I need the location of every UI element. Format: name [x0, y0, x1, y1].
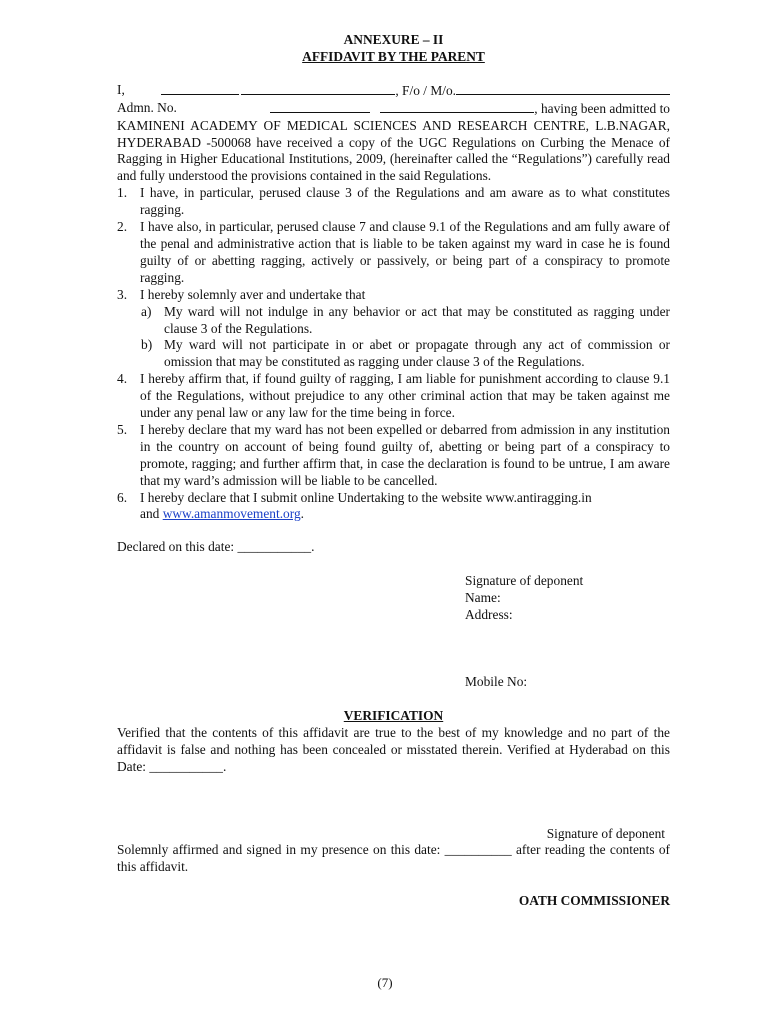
- clause-item: 6. I hereby declare that I submit online Undertaking to the website www.antiragging.in and www.amanmovement.org.: [117, 489, 592, 522]
- oath-commissioner: OATH COMMISSIONER: [518, 893, 670, 909]
- intro-text: KAMINENI ACADEMY OF MEDICAL SCIENCES AND RESEARCH CENTRE, L.B.NAGAR, HYDERABAD -500068 have received a copy of the UGC Regulations on Curbing the Menace of Ragging in Higher Educational Institutions, 2009, (hereinafter called the “Regulations”) carefully read and fully understood the provisions contained in the said Regulations.: [117, 117, 670, 184]
- undertaking-subclauses: [117, 304, 670, 372]
- name-blank: , F/o / M/o.: [161, 82, 670, 100]
- admn-blank: , having been admitted to: [270, 100, 670, 118]
- deponent-signature-block: [465, 573, 670, 624]
- amanmovement-link[interactable]: www.amanmovement.org: [162, 506, 301, 522]
- affidavit-page: [117, 32, 670, 910]
- affidavit-clauses: [117, 185, 670, 303]
- annexure-heading: ANNEXURE – II: [343, 32, 444, 47]
- verification-text: Verified that the contents of this affidavit are true to the best of my knowledge and no part of the affidavit is false and nothing has been concealed or misstated therein. Verified at Hyderabad on this Date: ___________.: [117, 724, 670, 774]
- clause-item: 1. I have, in particular, perused clause 3 of the Regulations and am aware as to what constitutes ragging.: [117, 185, 670, 218]
- mobile-label: Mobile No:: [465, 674, 528, 689]
- verification-title: VERIFICATION: [343, 707, 444, 723]
- intro-i: I,: [117, 81, 125, 97]
- declared-date: Declared on this date: ___________.: [117, 539, 315, 555]
- intro-admn: Admn. No.: [117, 99, 177, 115]
- name-label: Name:: [465, 590, 501, 606]
- signature-label: Signature of deponent: [465, 573, 584, 589]
- page-number: (7): [377, 975, 393, 990]
- clause-item: 4. I hereby affirm that, if found guilty of ragging, I am liable for punishment according to clause 9.1 of the Regulations, without prejudice to any other criminal action that may be taken against me under any penal law or any law for the time being in force.: [117, 371, 670, 421]
- intro-line-1: [117, 82, 670, 100]
- affidavit-title: AFFIDAVIT BY THE PARENT: [302, 48, 485, 64]
- clause-item: 2. I have also, in particular, perused clause 7 and clause 9.1 of the Regulations and am fully aware of the penal and administrative action that is liable to be taken against my ward in case he is found guilty of or abetting ragging, actively or passively, or being part of a conspiracy to promote ragging.: [117, 219, 670, 285]
- verification-signature: Signature of deponent: [546, 825, 665, 841]
- address-label: Address:: [465, 607, 513, 623]
- affidavit-clauses-continued: [117, 371, 670, 523]
- solemnly-affirmed-text: Solemnly affirmed and signed in my presence on this date: __________ after reading the contents of this affidavit.: [117, 842, 670, 875]
- subclause-item: a) My ward will not indulge in any behavior or act that may be constituted as ragging under clause 3 of the Regulations.: [141, 303, 670, 336]
- subclause-item: b) My ward will not participate in or abet or propagate through any act of commission or omission that may be constituted as ragging under clause 3 of the Regulations.: [141, 337, 670, 370]
- intro-line-2: [117, 100, 670, 118]
- clause-item: 3. I hereby solemnly aver and undertake that: [117, 286, 366, 302]
- clause-item: 5. I hereby declare that my ward has not been expelled or debarred from admission in any institution in the country on account of being found guilty of, abetting or being part of a conspiracy to promote, ragging; and further affirm that, in case the declaration is found to be untrue, I am aware that my ward’s admission will be liable to be cancelled.: [117, 421, 670, 488]
